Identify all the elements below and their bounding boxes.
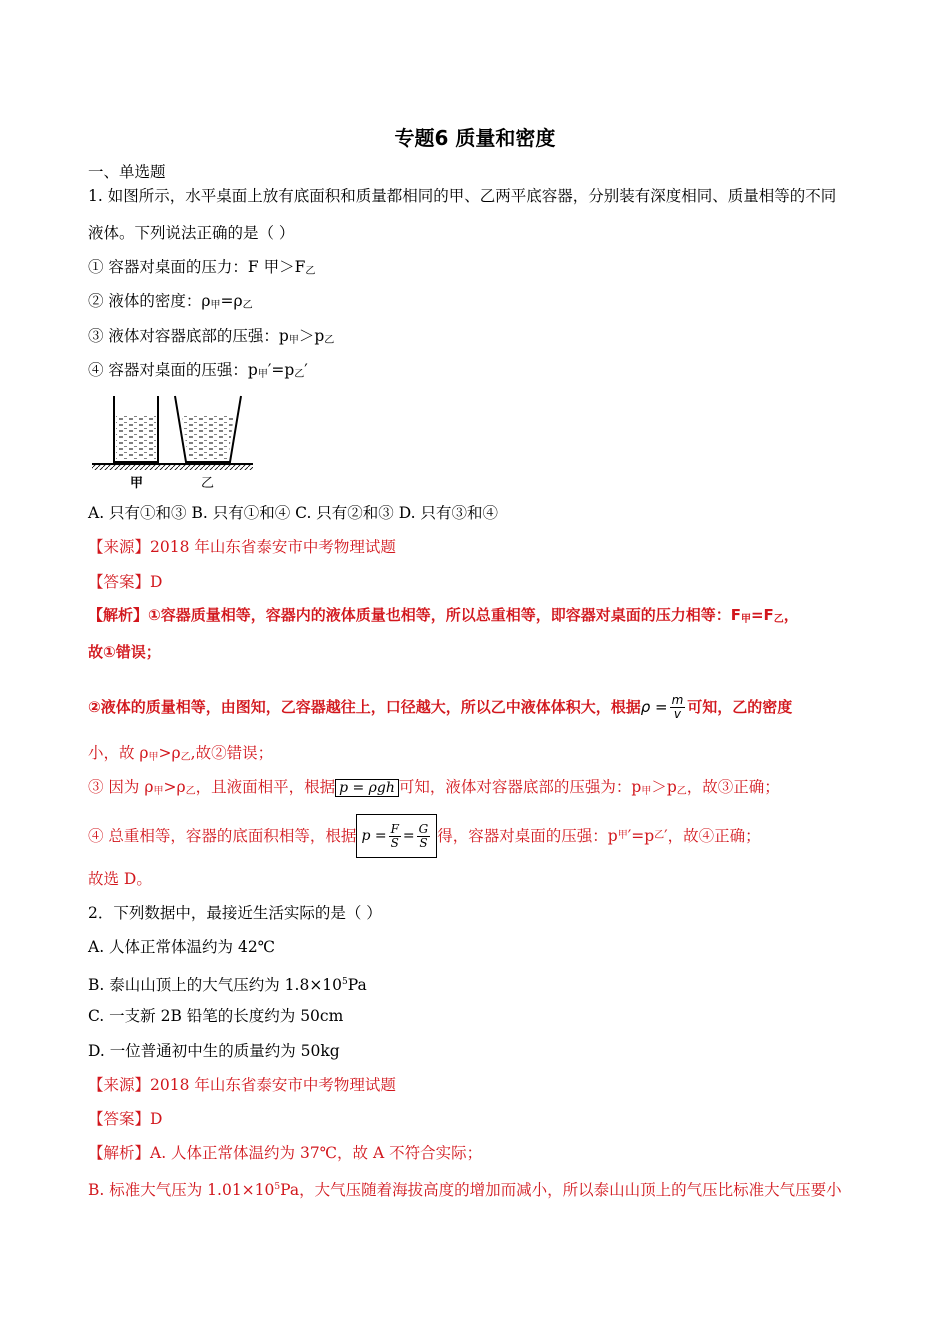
label-jia: 甲 [130, 476, 144, 491]
q2-answer: 【答案】D [88, 1110, 163, 1128]
container-jia [114, 396, 158, 462]
q1-source: 【来源】2018 年山东省泰安市中考物理试题 [88, 538, 396, 556]
page-title: 专题6 质量和密度 [394, 126, 556, 150]
q1-analysis-line5: ③ 因为 $\rho_甲>\rho_乙$，且液面相平，根据 p = ρgh 可知，液体对容器底部的压强为：$p_甲>p_乙$，故③正确； [88, 778, 780, 797]
section-heading: 一、单选题 [88, 163, 166, 181]
q1-analysis-line7: 故选 D。 [88, 870, 152, 888]
q2-option-b: B. 泰山山顶上的大气压约为 $1.8\times 10^5Pa$ [88, 976, 367, 995]
q1-analysis-line6: ④ 总重相等，容器的底面积相等，根据 p = $\frac{F}{S}$ = $\frac{G}{S}$ 得，容器对桌面的压强：p 甲 ′=p 乙 ′，故④正确； [88, 814, 761, 858]
q2-option-a: A. 人体正常体温约为 42℃ [88, 938, 276, 956]
q1-item2: ② 液体的密度：$\rho_甲=\rho_乙$ [88, 292, 253, 311]
containers-figure [88, 392, 258, 496]
q1-stem-line2: 液体。下列说法正确的是（ ） [88, 224, 295, 242]
pressure-fraction-formula: p = $\frac{F}{S}$ = $\frac{G}{S}$ [356, 814, 437, 858]
table-hatching [92, 465, 253, 470]
q2-analysis-line1: 【解析】A. 人体正常体温约为 37℃，故 A 不符合实际； [88, 1144, 483, 1162]
q2-analysis-line2: B. 标准大气压为 $1.01\times 10^5Pa$，大气压随着海拔高度的增加而减小，所以泰山山顶上的气压比标准大气压要小 [88, 1181, 842, 1200]
containers-diagram [88, 392, 258, 492]
q1-item1: ① 容器对桌面的压力：F 甲$>F_乙$ [88, 258, 316, 277]
q1-options: A. 只有①和③ B. 只有①和④ C. 只有②和③ D. 只有③和④ [88, 504, 498, 522]
q1-analysis-line2: 故①错误； [88, 643, 161, 661]
q1-item4: ④ 容器对桌面的压强：$p_甲'=p_乙'$ [88, 361, 308, 380]
q1-answer: 【答案】D [88, 573, 163, 591]
q2-option-c: C. 一支新 2B 铅笔的长度约为 50cm [88, 1007, 344, 1025]
density-fraction: $\frac{m}{v}$ [671, 693, 684, 721]
q2-option-d: D. 一位普通初中生的质量约为 50kg [88, 1042, 340, 1060]
q1-item3: ③ 液体对容器底部的压强：$p_甲>p_乙$ [88, 327, 335, 346]
label-yi: 乙 [201, 476, 215, 491]
q1-analysis-line4: 小，故 $\rho_甲>\rho_乙$,故②错误； [88, 744, 274, 763]
q1-stem-line1: 1. 如图所示，水平桌面上放有底面积和质量都相同的甲、乙两平底容器，分别装有深度相同、质量相等的不同 [88, 187, 837, 205]
q1-analysis-line3: ②液体的质量相等，由图知，乙容器越往上，口径越大，所以乙中液体体积大，根据ρ = $\frac{m}{v}$ 可知，乙的密度 [88, 693, 793, 721]
q1-analysis-line1: 【解析】①容器质量相等，容器内的液体质量也相等，所以总重相等，即容器对桌面的压力相等：$F_甲=F_乙$， [88, 606, 799, 625]
q2-stem: 2．下列数据中，最接近生活实际的是（ ） [88, 904, 382, 922]
pressure-formula: p = ρgh [335, 779, 399, 797]
q2-source: 【来源】2018 年山东省泰安市中考物理试题 [88, 1076, 396, 1094]
container-yi [175, 396, 241, 462]
